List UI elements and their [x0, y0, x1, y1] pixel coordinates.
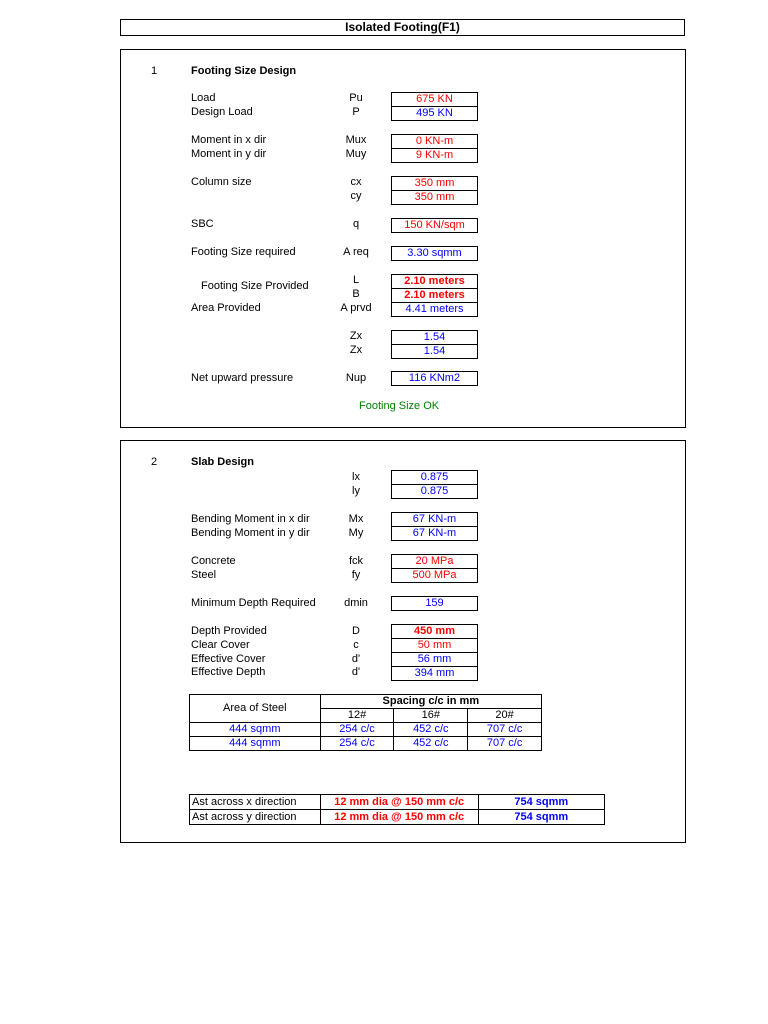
row-value: 0.875 [391, 484, 478, 499]
ast-area: 754 sqmm [478, 810, 604, 825]
row-symbol: Mux [345, 134, 367, 146]
row-label: Design Load [191, 106, 253, 118]
row-label: Net upward pressure [191, 372, 294, 384]
section-number: 1 [151, 65, 158, 77]
area-cell: 444 sqmm [190, 723, 321, 737]
steel-spacing-table [189, 694, 542, 751]
status-message: Footing Size OK [359, 400, 440, 412]
row-label: Footing Size Provided [201, 280, 309, 292]
row-value: 0.875 [391, 470, 478, 485]
row-label: Bending Moment in x dir [191, 513, 310, 525]
spacing-cell: 254 c/c [320, 723, 394, 737]
row-symbol: L [352, 274, 360, 286]
row-label: Clear Cover [191, 639, 250, 651]
row-label: Effective Depth [191, 666, 266, 678]
table-row [190, 737, 542, 751]
row-symbol: cx [350, 176, 362, 188]
row-symbol: ly [352, 485, 360, 497]
bar-12-header: 12# [320, 709, 394, 723]
row-symbol: Zx [349, 344, 363, 356]
row-symbol: c [353, 639, 359, 651]
row-symbol: D [352, 625, 360, 637]
ast-label: Ast across y direction [190, 810, 321, 825]
table-row [190, 810, 605, 825]
row-value: 2.10 meters [391, 274, 478, 289]
row-label: Column size [191, 176, 252, 188]
spacing-cell: 707 c/c [468, 723, 542, 737]
row-value: 2.10 meters [391, 288, 478, 303]
row-value: 9 KN-m [391, 148, 478, 163]
row-value: 1.54 [391, 344, 478, 359]
row-label: Load [191, 92, 216, 104]
row-label: Moment in y dir [191, 148, 267, 160]
section-heading: Slab Design [191, 456, 254, 468]
row-symbol: Muy [345, 148, 367, 160]
ast-detail: 12 mm dia @ 150 mm c/c [320, 795, 478, 810]
ast-summary-table [189, 794, 605, 825]
row-value: 500 MPa [391, 568, 478, 583]
spacing-cell: 452 c/c [394, 737, 468, 751]
row-value: 150 KN/sqm [391, 218, 478, 233]
table-row [190, 723, 542, 737]
row-symbol: Zx [349, 330, 363, 342]
row-label: Area Provided [191, 302, 261, 314]
row-label: Moment in x dir [191, 134, 267, 146]
row-value: 116 KNm2 [391, 371, 478, 386]
row-label: Minimum Depth Required [191, 597, 316, 609]
row-symbol: A prvd [340, 302, 372, 314]
row-symbol: Mx [348, 513, 364, 525]
row-value: 394 mm [391, 666, 478, 681]
spacing-cell: 707 c/c [468, 737, 542, 751]
row-label: Depth Provided [191, 625, 267, 637]
table-row [190, 795, 605, 810]
row-symbol: A req [343, 246, 369, 258]
bar-20-header: 20# [468, 709, 542, 723]
row-value: 450 mm [391, 624, 478, 639]
row-symbol: fck [348, 555, 364, 567]
row-value: 350 mm [391, 176, 478, 191]
sheet-title: Isolated Footing(F1) [120, 19, 685, 36]
row-symbol: My [348, 527, 364, 539]
row-label: Concrete [191, 555, 236, 567]
row-value: 50 mm [391, 638, 478, 653]
row-symbol: q [352, 218, 360, 230]
area-of-steel-header: Area of Steel [190, 695, 321, 723]
row-symbol: dmin [344, 597, 368, 609]
row-value: 675 KN [391, 92, 478, 107]
ast-detail: 12 mm dia @ 150 mm c/c [320, 810, 478, 825]
row-value: 1.54 [391, 330, 478, 345]
spacing-cell: 254 c/c [320, 737, 394, 751]
section-heading: Footing Size Design [191, 65, 297, 77]
row-label: SBC [191, 218, 214, 230]
row-label: Footing Size required [191, 246, 296, 258]
row-symbol: cy [350, 190, 362, 202]
row-label: Bending Moment in y dir [191, 527, 310, 539]
area-cell: 444 sqmm [190, 737, 321, 751]
row-label: Effective Cover [191, 653, 266, 665]
row-symbol: d' [351, 666, 361, 678]
spacing-header: Spacing c/c in mm [320, 695, 541, 709]
row-value: 159 [391, 596, 478, 611]
row-symbol: B [352, 288, 360, 300]
row-value: 20 MPa [391, 554, 478, 569]
ast-area: 754 sqmm [478, 795, 604, 810]
row-value: 67 KN-m [391, 526, 478, 541]
row-value: 56 mm [391, 652, 478, 667]
row-symbol: lx [352, 471, 360, 483]
section-number: 2 [151, 456, 158, 468]
row-symbol: Nup [345, 372, 367, 384]
row-value: 350 mm [391, 190, 478, 205]
row-value: 4.41 meters [391, 302, 478, 317]
row-symbol: fy [351, 569, 361, 581]
bar-16-header: 16# [394, 709, 468, 723]
row-symbol: d' [351, 653, 361, 665]
ast-label: Ast across x direction [190, 795, 321, 810]
row-value: 495 KN [391, 106, 478, 121]
spacing-cell: 452 c/c [394, 723, 468, 737]
row-label: Steel [191, 569, 217, 581]
row-value: 3.30 sqmm [391, 246, 478, 261]
row-symbol: Pu [349, 92, 363, 104]
row-value: 67 KN-m [391, 512, 478, 527]
row-symbol: P [352, 106, 360, 118]
row-value: 0 KN-m [391, 134, 478, 149]
